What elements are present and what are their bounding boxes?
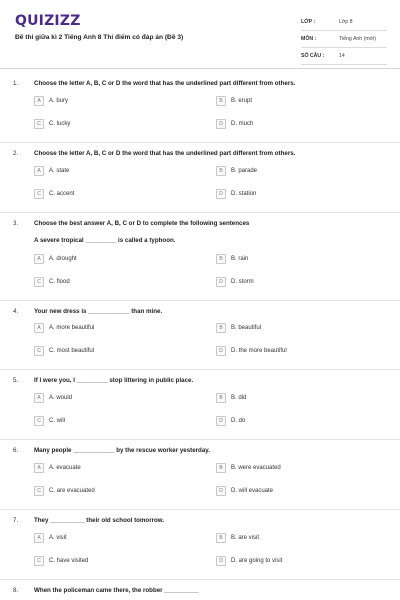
- option-letter-box: B: [216, 166, 226, 176]
- option-text: A. evacuate: [49, 465, 81, 471]
- answer-option[interactable]: [216, 415, 245, 427]
- question-number: 8.: [13, 587, 19, 594]
- option-text: B. did: [231, 395, 247, 401]
- option-text: B. parade: [231, 168, 258, 174]
- option-letter-box: A: [34, 463, 44, 473]
- option-letter-box: A: [34, 393, 44, 403]
- answer-option[interactable]: [34, 462, 81, 474]
- option-text: B. beautiful: [231, 325, 262, 331]
- question-text: Choose the best answer A, B, C or D to complete the following sentences: [34, 220, 250, 227]
- question-text: Your new dress is ____________ than mine.: [34, 308, 163, 315]
- option-text: A. drought: [49, 256, 77, 262]
- option-text: D. do: [231, 418, 246, 424]
- answer-option[interactable]: [34, 165, 69, 177]
- question-number: 7.: [13, 517, 19, 524]
- option-letter-box: B: [216, 463, 226, 473]
- option-letter-box: D: [216, 416, 226, 426]
- option-text: D. station: [231, 191, 257, 197]
- answer-option[interactable]: [34, 95, 68, 107]
- option-text: D. are going to visit: [231, 558, 283, 564]
- answer-option[interactable]: [34, 392, 72, 404]
- option-text: D. storm: [231, 279, 254, 285]
- option-letter-box: C: [34, 119, 44, 129]
- answer-option[interactable]: [34, 532, 67, 544]
- answer-option[interactable]: [216, 165, 257, 177]
- meta-value: 14: [339, 53, 345, 59]
- option-letter-box: A: [34, 96, 44, 106]
- option-letter-box: D: [216, 189, 226, 199]
- answer-option[interactable]: [216, 118, 253, 130]
- answer-option[interactable]: [34, 322, 94, 334]
- question-divider: [0, 579, 400, 580]
- answer-option[interactable]: [216, 555, 282, 567]
- option-text: C. have visited: [49, 558, 89, 564]
- option-letter-box: D: [216, 277, 226, 287]
- option-text: D. much: [231, 121, 254, 127]
- option-text: C. lucky: [49, 121, 71, 127]
- option-letter-box: A: [34, 166, 44, 176]
- answer-option[interactable]: [34, 555, 88, 567]
- question-text: Choose the letter A, B, C or D the word that has the underlined part different from others.: [34, 80, 296, 87]
- option-letter-box: D: [216, 556, 226, 566]
- answer-option[interactable]: [216, 188, 256, 200]
- question-number: 1.: [13, 80, 19, 87]
- option-letter-box: D: [216, 346, 226, 356]
- option-letter-box: C: [34, 486, 44, 496]
- option-text: A. bury: [49, 98, 69, 104]
- option-letter-box: C: [34, 189, 44, 199]
- question-divider: [0, 439, 400, 440]
- option-text: C. accent: [49, 191, 75, 197]
- answer-option[interactable]: [34, 188, 74, 200]
- answer-option[interactable]: [34, 345, 94, 357]
- question-divider: [0, 212, 400, 213]
- question-text: If I were you, I _________ stop littering in public place.: [34, 377, 194, 384]
- question-divider: [0, 142, 400, 143]
- answer-option[interactable]: [216, 276, 254, 288]
- option-text: C. flood: [49, 279, 70, 285]
- answer-option[interactable]: [216, 345, 287, 357]
- option-text: D. the more beautiful: [231, 348, 287, 354]
- question-text: Choose the letter A, B, C or D the word that has the underlined part different from others.: [34, 150, 296, 157]
- option-text: D. will evacuate: [231, 488, 274, 494]
- option-text: A. would: [49, 395, 73, 401]
- answer-option[interactable]: [34, 118, 70, 130]
- option-text: A. more beautiful: [49, 325, 95, 331]
- meta-key: SỐ CÂU :: [301, 53, 325, 59]
- option-letter-box: A: [34, 254, 44, 264]
- option-letter-box: B: [216, 96, 226, 106]
- answer-option[interactable]: [34, 485, 95, 497]
- answer-option[interactable]: [34, 253, 77, 265]
- answer-option[interactable]: [34, 276, 70, 288]
- meta-value: Lớp 8: [339, 19, 353, 25]
- quizizz-logo: QUIZIZZ: [15, 13, 81, 29]
- option-letter-box: C: [34, 416, 44, 426]
- answer-option[interactable]: [34, 415, 65, 427]
- answer-option[interactable]: [216, 532, 259, 544]
- option-letter-box: A: [34, 533, 44, 543]
- question-text: When the policeman came there, the robber __________: [34, 587, 199, 594]
- option-text: C. are evacuated: [49, 488, 95, 494]
- option-text: B. rain: [231, 256, 249, 262]
- answer-option[interactable]: [216, 462, 281, 474]
- question-text: Many people ____________ by the rescue worker yesterday.: [34, 447, 210, 454]
- meta-key: MÔN :: [301, 36, 317, 42]
- answer-option[interactable]: [216, 485, 273, 497]
- question-divider: [0, 509, 400, 510]
- question-text: They __________ their old school tomorrow.: [34, 517, 165, 524]
- question-number: 5.: [13, 377, 19, 384]
- option-letter-box: B: [216, 533, 226, 543]
- option-text: A. state: [49, 168, 70, 174]
- option-text: C. will: [49, 418, 65, 424]
- question-number: 3.: [13, 220, 19, 227]
- option-text: B. were evacuated: [231, 465, 281, 471]
- option-letter-box: A: [34, 323, 44, 333]
- option-text: A. visit: [49, 535, 67, 541]
- meta-value: Tiếng Anh (mới): [339, 36, 376, 42]
- option-text: B. erupt: [231, 98, 253, 104]
- question-divider: [0, 300, 400, 301]
- option-letter-box: C: [34, 277, 44, 287]
- answer-option[interactable]: [216, 392, 246, 404]
- option-letter-box: B: [216, 323, 226, 333]
- question-number: 2.: [13, 150, 19, 157]
- option-letter-box: D: [216, 486, 226, 496]
- option-letter-box: D: [216, 119, 226, 129]
- question-sentence: A severe tropical _________ is called a typhoon.: [34, 237, 176, 244]
- question-divider: [0, 369, 400, 370]
- meta-key: LỚP :: [301, 19, 316, 25]
- option-letter-box: C: [34, 556, 44, 566]
- option-letter-box: B: [216, 254, 226, 264]
- answer-option[interactable]: [216, 253, 248, 265]
- option-letter-box: B: [216, 393, 226, 403]
- answer-option[interactable]: [216, 322, 261, 334]
- answer-option[interactable]: [216, 95, 252, 107]
- page-title: Đề thi giữa kì 2 Tiếng Anh 8 Thí điểm có đáp án (Đề 3): [15, 34, 184, 41]
- option-text: B. are visit: [231, 535, 260, 541]
- question-number: 6.: [13, 447, 19, 454]
- option-text: C. most beautiful: [49, 348, 95, 354]
- option-letter-box: C: [34, 346, 44, 356]
- question-number: 4.: [13, 308, 19, 315]
